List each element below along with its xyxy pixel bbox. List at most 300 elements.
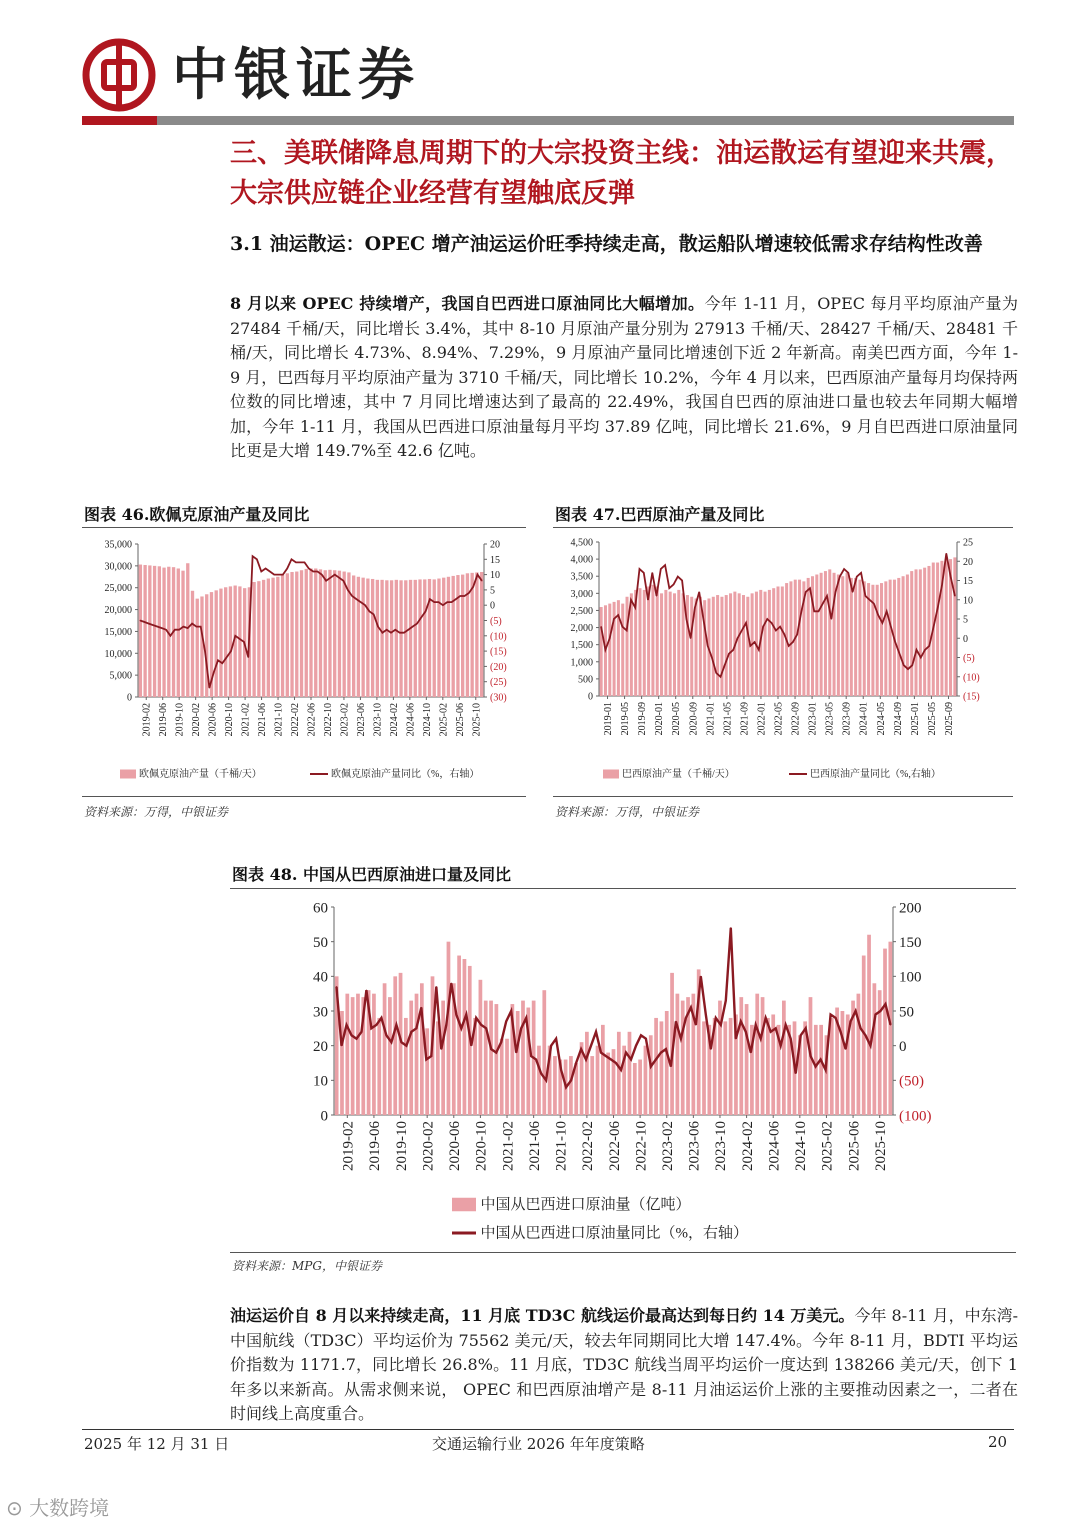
y-left-tick-label: 4,000 [570, 554, 593, 566]
y-left-tick-label: 2,000 [570, 623, 593, 635]
bar [656, 586, 659, 696]
y-left-tick-label: 40 [313, 969, 328, 986]
footer-rule [82, 1429, 1014, 1430]
bar [351, 997, 355, 1115]
bar [596, 1046, 600, 1115]
bar [647, 586, 650, 696]
bar [628, 1032, 632, 1115]
x-tick-label: 2020-05 [671, 702, 683, 736]
bar [542, 990, 546, 1115]
bar [725, 595, 728, 696]
bar [638, 588, 641, 696]
y-right-tick-label: 200 [899, 900, 922, 917]
x-tick-label: 2020-10 [224, 703, 236, 737]
bar [425, 1028, 429, 1115]
fig48-top-rule [230, 888, 1016, 889]
bar [936, 563, 939, 696]
y-right-tick-label: 15 [490, 554, 500, 566]
x-tick-label: 2019-02 [340, 1121, 357, 1171]
bar [633, 1063, 637, 1115]
bank-of-china-logo [82, 38, 156, 112]
fig46-bottom-rule [82, 796, 526, 797]
y-right-tick-label: (15) [963, 691, 980, 703]
bar [712, 597, 715, 696]
x-tick-label: 2024-06 [405, 703, 417, 737]
page-number: 20 [988, 1433, 1008, 1451]
watermark: ⊙ 大数跨境 [6, 1496, 110, 1520]
watermark-text: 大数跨境 [29, 1496, 110, 1520]
bar [281, 575, 284, 697]
bar [333, 570, 336, 697]
bar [479, 980, 483, 1115]
y-left-tick-label: 0 [320, 1108, 328, 1125]
bar [654, 1018, 658, 1115]
bar [746, 597, 749, 696]
bar [521, 1001, 525, 1115]
bar [690, 597, 693, 696]
x-tick-label: 2020-06 [207, 703, 219, 737]
bar [782, 1001, 786, 1115]
x-tick-label: 2022-01 [756, 702, 768, 736]
bar [876, 585, 879, 696]
bar [873, 983, 877, 1115]
bar [356, 994, 360, 1115]
bar [537, 1046, 541, 1115]
section-title: 三、美联储降息周期下的大宗投资主线：油运散运有望迎来共震，大宗供应链企业经营有望触底反弹 [230, 138, 1013, 209]
x-tick-label: 2023-02 [339, 703, 351, 737]
bar [638, 1060, 642, 1115]
y-left-tick-label: 30,000 [104, 561, 132, 573]
bar [617, 1032, 621, 1115]
bar [480, 572, 483, 697]
bar [723, 1021, 727, 1115]
bar [377, 1018, 381, 1115]
bar [343, 572, 346, 697]
bar [415, 994, 419, 1115]
paragraph-lead: 8 月以来 OPEC 持续增产，我国自巴西进口原油同比大幅增加。 [230, 294, 705, 313]
bar [846, 573, 849, 696]
y-left-tick-label: 20 [313, 1038, 328, 1055]
bar [404, 1018, 408, 1115]
bar [433, 579, 436, 697]
bar [324, 570, 327, 697]
bar [681, 1001, 685, 1115]
bar [463, 959, 467, 1115]
legend-line-label: 巴西原油产量同比（%,右轴） [810, 769, 941, 780]
x-tick-label: 2023-06 [686, 1121, 703, 1171]
bar [191, 591, 194, 697]
legend-bar-label: 中国从巴西进口原油量（亿吨） [480, 1197, 691, 1213]
x-tick-label: 2025-02 [819, 1121, 836, 1171]
bar [475, 572, 478, 697]
bar [376, 580, 379, 697]
bar [649, 1035, 653, 1115]
paragraph-opec [230, 292, 1018, 464]
bar [863, 581, 866, 696]
y-right-tick-label: (5) [490, 616, 502, 627]
bar [290, 572, 293, 697]
bar [393, 976, 397, 1115]
bar [390, 580, 393, 697]
bar [738, 593, 741, 696]
bar [437, 579, 440, 697]
bar [953, 557, 956, 696]
y-right-tick-label: 20 [963, 556, 973, 568]
x-tick-label: 2023-05 [824, 702, 836, 736]
paragraph-freight [230, 1304, 1018, 1427]
y-right-tick-label: (15) [490, 646, 507, 658]
bar [309, 568, 312, 697]
y-left-tick-label: 1,500 [570, 640, 593, 652]
y-left-tick-label: 1,000 [570, 657, 593, 669]
y-right-tick-label: 0 [963, 633, 968, 645]
bar [305, 569, 308, 697]
y-right-tick-label: (10) [963, 672, 980, 684]
y-right-tick-label: 10 [963, 595, 973, 607]
bar [915, 569, 918, 696]
bar [420, 983, 424, 1115]
bar [867, 935, 871, 1115]
bar [399, 580, 402, 697]
y-right-tick-label: (100) [899, 1108, 932, 1125]
bar [238, 586, 241, 697]
bar [819, 1025, 823, 1115]
bar [676, 994, 680, 1115]
bar [814, 1025, 818, 1115]
y-left-tick-label: 0 [588, 691, 593, 703]
bar [409, 1001, 413, 1115]
bar [761, 997, 765, 1115]
bar [276, 577, 279, 697]
x-tick-label: 2024-05 [875, 702, 887, 736]
bar [447, 577, 450, 697]
fig48-source: 资料来源：MPG，中银证券 [232, 1259, 382, 1273]
y-left-tick-label: 30 [313, 1004, 328, 1021]
bar [919, 569, 922, 696]
bar [837, 575, 840, 696]
bar [162, 568, 165, 697]
header-rule [82, 116, 1014, 125]
x-tick-label: 2024-09 [892, 702, 904, 736]
bar [224, 587, 227, 697]
x-tick-label: 2024-02 [388, 703, 400, 737]
y-right-tick-label: 10 [490, 570, 500, 582]
bar [569, 1056, 573, 1115]
x-tick-label: 2023-10 [713, 1121, 730, 1171]
bar [897, 578, 900, 696]
x-tick-label: 2025-10 [872, 1121, 889, 1171]
bar [768, 590, 771, 696]
bar [755, 994, 759, 1115]
x-tick-label: 2019-02 [141, 703, 153, 737]
bar [418, 579, 421, 697]
bar [423, 579, 426, 697]
bar [702, 1021, 706, 1115]
y-right-tick-label: (5) [963, 653, 975, 664]
fig46-top-rule [82, 527, 526, 528]
y-right-tick-label: 5 [963, 614, 968, 626]
x-tick-label: 2021-10 [273, 703, 285, 737]
x-tick-label: 2022-10 [633, 1121, 650, 1171]
bar [660, 593, 663, 696]
bar [789, 581, 792, 696]
bar [585, 1032, 589, 1115]
y-right-tick-label: (50) [899, 1073, 924, 1090]
y-left-tick-label: 3,000 [570, 588, 593, 600]
x-tick-label: 2025-05 [926, 702, 938, 736]
bar [883, 949, 887, 1115]
x-tick-label: 2019-05 [620, 702, 632, 736]
y-left-tick-label: 35,000 [104, 539, 132, 551]
bar [923, 568, 926, 696]
paragraph-body: 今年 8-11 月，中东湾-中国航线（TD3C）平均运价为 75562 美元/天，较去年同期同比大增 147.4%。今年 8-11 月，BDTI 平均运价指数为 1171.7，同比增长 26.8%。11 月底，TD3C 航线当周平均运价一度达到 138266 美元/天，创下 1 年多以来新高。从需求侧来说， OPEC 和巴西原油增产是 8-11 月油运运价上涨的主要推动因素之一，二者在时间线上高度重合。 [230, 1306, 1018, 1423]
y-right-tick-label: (20) [490, 661, 507, 673]
x-tick-label: 2021-06 [526, 1121, 543, 1171]
bar [352, 575, 355, 697]
x-tick-label: 2020-06 [447, 1121, 464, 1171]
bar [745, 1004, 749, 1115]
y-left-tick-label: 2,500 [570, 605, 593, 617]
brand-name: 中银证券 [172, 42, 420, 108]
x-tick-label: 2021-06 [257, 703, 269, 737]
bar [590, 1056, 594, 1115]
bar [739, 997, 743, 1115]
bar [186, 563, 189, 697]
y-right-tick-label: 50 [899, 1004, 914, 1021]
bar [910, 571, 913, 696]
x-tick-label: 2022-06 [606, 1121, 623, 1171]
x-tick-label: 2019-09 [637, 702, 649, 736]
bar [328, 570, 331, 697]
bar [798, 580, 801, 696]
bar [644, 1046, 648, 1115]
x-tick-label: 2025-06 [846, 1121, 863, 1171]
x-tick-label: 2025-02 [438, 703, 450, 737]
bar [215, 590, 218, 697]
bar [442, 578, 445, 697]
bar [742, 595, 745, 696]
x-tick-label: 2020-10 [473, 1121, 490, 1171]
bar [830, 1018, 834, 1115]
bar [286, 573, 289, 697]
footer-title: 交通运输行业 2026 年年度策略 [432, 1435, 645, 1453]
y-right-tick-label: 0 [490, 600, 495, 612]
bar [200, 596, 203, 697]
legend-bar-swatch [603, 770, 619, 779]
y-right-tick-label: 150 [899, 934, 922, 951]
x-tick-label: 2019-01 [603, 702, 615, 736]
bar [271, 578, 274, 697]
bar [945, 559, 948, 696]
y-left-tick-label: 3,500 [570, 571, 593, 583]
bar [613, 602, 616, 696]
x-tick-label: 2025-06 [454, 703, 466, 737]
fig47-top-rule [553, 527, 1013, 528]
fig46-chart [82, 532, 526, 794]
bar [456, 575, 459, 697]
bar [673, 593, 676, 696]
bar [664, 590, 667, 696]
bar [262, 580, 265, 697]
bar [319, 569, 322, 697]
bar [267, 579, 270, 697]
y-right-tick-label: (10) [490, 631, 507, 643]
bar [219, 589, 222, 697]
x-tick-label: 2022-02 [290, 703, 302, 737]
y-left-tick-label: 25,000 [104, 583, 132, 595]
y-left-tick-label: 10,000 [104, 648, 132, 660]
bar [841, 576, 844, 696]
x-tick-label: 2025-09 [943, 702, 955, 736]
bar [781, 586, 784, 696]
y-right-tick-label: 100 [899, 969, 922, 986]
bar [380, 580, 383, 697]
x-tick-label: 2019-06 [158, 703, 170, 737]
bar [139, 565, 142, 697]
x-tick-label: 2022-02 [580, 1121, 597, 1171]
bar [764, 592, 767, 696]
paragraph-lead: 油运运价自 8 月以来持续走高，11 月底 TD3C 航线运价最高达到每日约 14 万美元。 [230, 1306, 855, 1325]
bar [665, 1011, 669, 1115]
bar [608, 604, 611, 696]
y-left-tick-label: 20,000 [104, 605, 132, 617]
x-tick-label: 2021-01 [705, 702, 717, 736]
bar [338, 571, 341, 697]
x-tick-label: 2021-10 [553, 1121, 570, 1171]
y-right-tick-label: (30) [490, 692, 507, 704]
bar [345, 994, 349, 1115]
bar [153, 566, 156, 697]
fig48-title: 图表 48. 中国从巴西原油进口量及同比 [232, 865, 511, 884]
bar [686, 595, 689, 696]
bar [669, 592, 672, 696]
bar [148, 565, 151, 697]
y-right-tick-label: 20 [490, 539, 500, 551]
bar [854, 578, 857, 696]
y-left-tick-label: 0 [127, 692, 132, 704]
header-rule-accent [82, 116, 157, 125]
bar [500, 1039, 504, 1115]
bar [357, 577, 360, 697]
fig47-bottom-rule [553, 796, 1013, 797]
bar [729, 593, 732, 696]
bar [858, 580, 861, 696]
bar [229, 586, 232, 697]
x-tick-label: 2020-09 [688, 702, 700, 736]
bar [880, 583, 883, 696]
bar [409, 580, 412, 697]
bar [457, 956, 461, 1115]
bar [414, 580, 417, 697]
bar [452, 576, 455, 697]
bar [682, 593, 685, 696]
x-tick-label: 2023-01 [807, 702, 819, 736]
x-tick-label: 2021-02 [500, 1121, 517, 1171]
bar [828, 569, 831, 696]
fig47-title: 图表 47.巴西原油产量及同比 [555, 505, 765, 524]
y-left-tick-label: 500 [578, 674, 593, 686]
bar [824, 571, 827, 696]
bar [772, 588, 775, 696]
bar [371, 579, 374, 697]
bar [466, 573, 469, 697]
x-tick-label: 2023-02 [659, 1121, 676, 1171]
bar [776, 586, 779, 696]
bar [516, 1011, 520, 1115]
bar [720, 597, 723, 696]
bar [888, 942, 892, 1115]
x-tick-label: 2022-10 [322, 703, 334, 737]
x-tick-label: 2019-10 [393, 1121, 410, 1171]
y-right-tick-label: 0 [899, 1038, 907, 1055]
legend-bar-swatch [452, 1198, 476, 1212]
x-tick-label: 2022-09 [790, 702, 802, 736]
bar [660, 1021, 664, 1115]
bar [395, 580, 398, 697]
x-tick-label: 2021-05 [722, 702, 734, 736]
bar [906, 575, 909, 696]
x-tick-label: 2024-10 [421, 703, 433, 737]
x-tick-label: 2024-02 [739, 1121, 756, 1171]
legend-line-label: 中国从巴西进口原油量同比（%，右轴） [480, 1225, 748, 1242]
bar [841, 1011, 845, 1115]
bar [300, 570, 303, 697]
bar [404, 580, 407, 697]
footer-date: 2025 年 12 月 31 日 [84, 1435, 230, 1453]
bar [889, 580, 892, 696]
y-left-tick-label: 10 [313, 1073, 328, 1090]
bar [807, 578, 810, 696]
fig46-source: 资料来源：万得，中银证券 [84, 805, 229, 819]
y-right-tick-label: 25 [963, 537, 973, 549]
x-tick-label: 2022-05 [773, 702, 785, 736]
paragraph-body: 今年 1-11 月，OPEC 每月平均原油产量为 27484 千桶/天，同比增长 3.4%，其中 8-10 月原油产量分别为 27913 千桶/天、28427 千桶/天、28481 千桶/天，同比增长 4.73%、8.94%、7.29%，9 月原油产量同比增速创下近 2 年新高。南美巴西方面，今年 1-9 月，巴西每月平均原油产量为 3710 千桶/天，同比增长 10.2%，今年 4 月以来，巴西原油产量每月均保持两位数的同比增速，其中 7 月同比增速达到了最高的 22.49%，我国自巴西的原油进口量也较去年同期大幅增加，今年 1-11 月，我国从巴西进口原油量每月平均 37.89 亿吨，同比增长 21.6%，9 月自巴西进口原油量同比更是大增 149.7%至 42.6 亿吨。 [230, 294, 1018, 460]
bar [677, 590, 680, 696]
bar [505, 1039, 509, 1115]
x-tick-label: 2019-06 [367, 1121, 384, 1171]
bar [295, 572, 298, 697]
fig47-source: 资料来源：万得，中银证券 [555, 805, 700, 819]
bar [495, 1004, 499, 1115]
bar [428, 579, 431, 697]
bar [181, 571, 184, 697]
bar [643, 590, 646, 696]
bar [489, 1001, 493, 1115]
bar [366, 579, 369, 697]
bar [729, 1018, 733, 1115]
bar [884, 581, 887, 696]
x-tick-label: 2023-06 [355, 703, 367, 737]
bar [553, 1056, 557, 1115]
bar [361, 578, 364, 697]
x-tick-label: 2023-10 [372, 703, 384, 737]
x-tick-label: 2025-01 [909, 702, 921, 736]
x-tick-label: 2024-10 [793, 1121, 810, 1171]
bar [388, 997, 392, 1115]
subsection-title: 3.1 油运散运：OPEC 增产油运运价旺季持续走高，散运船队增速较低需求存结构性改善 [230, 233, 983, 255]
bar [177, 568, 180, 697]
bar [651, 585, 654, 696]
x-tick-label: 2020-01 [654, 702, 666, 736]
bar [143, 565, 146, 697]
x-tick-label: 2019-10 [174, 703, 186, 737]
x-tick-label: 2021-09 [739, 702, 751, 736]
bar [484, 1001, 488, 1115]
fig47-chart [553, 532, 1013, 794]
bar [383, 983, 387, 1115]
bar [902, 576, 905, 696]
x-tick-label: 2022-06 [306, 703, 318, 737]
